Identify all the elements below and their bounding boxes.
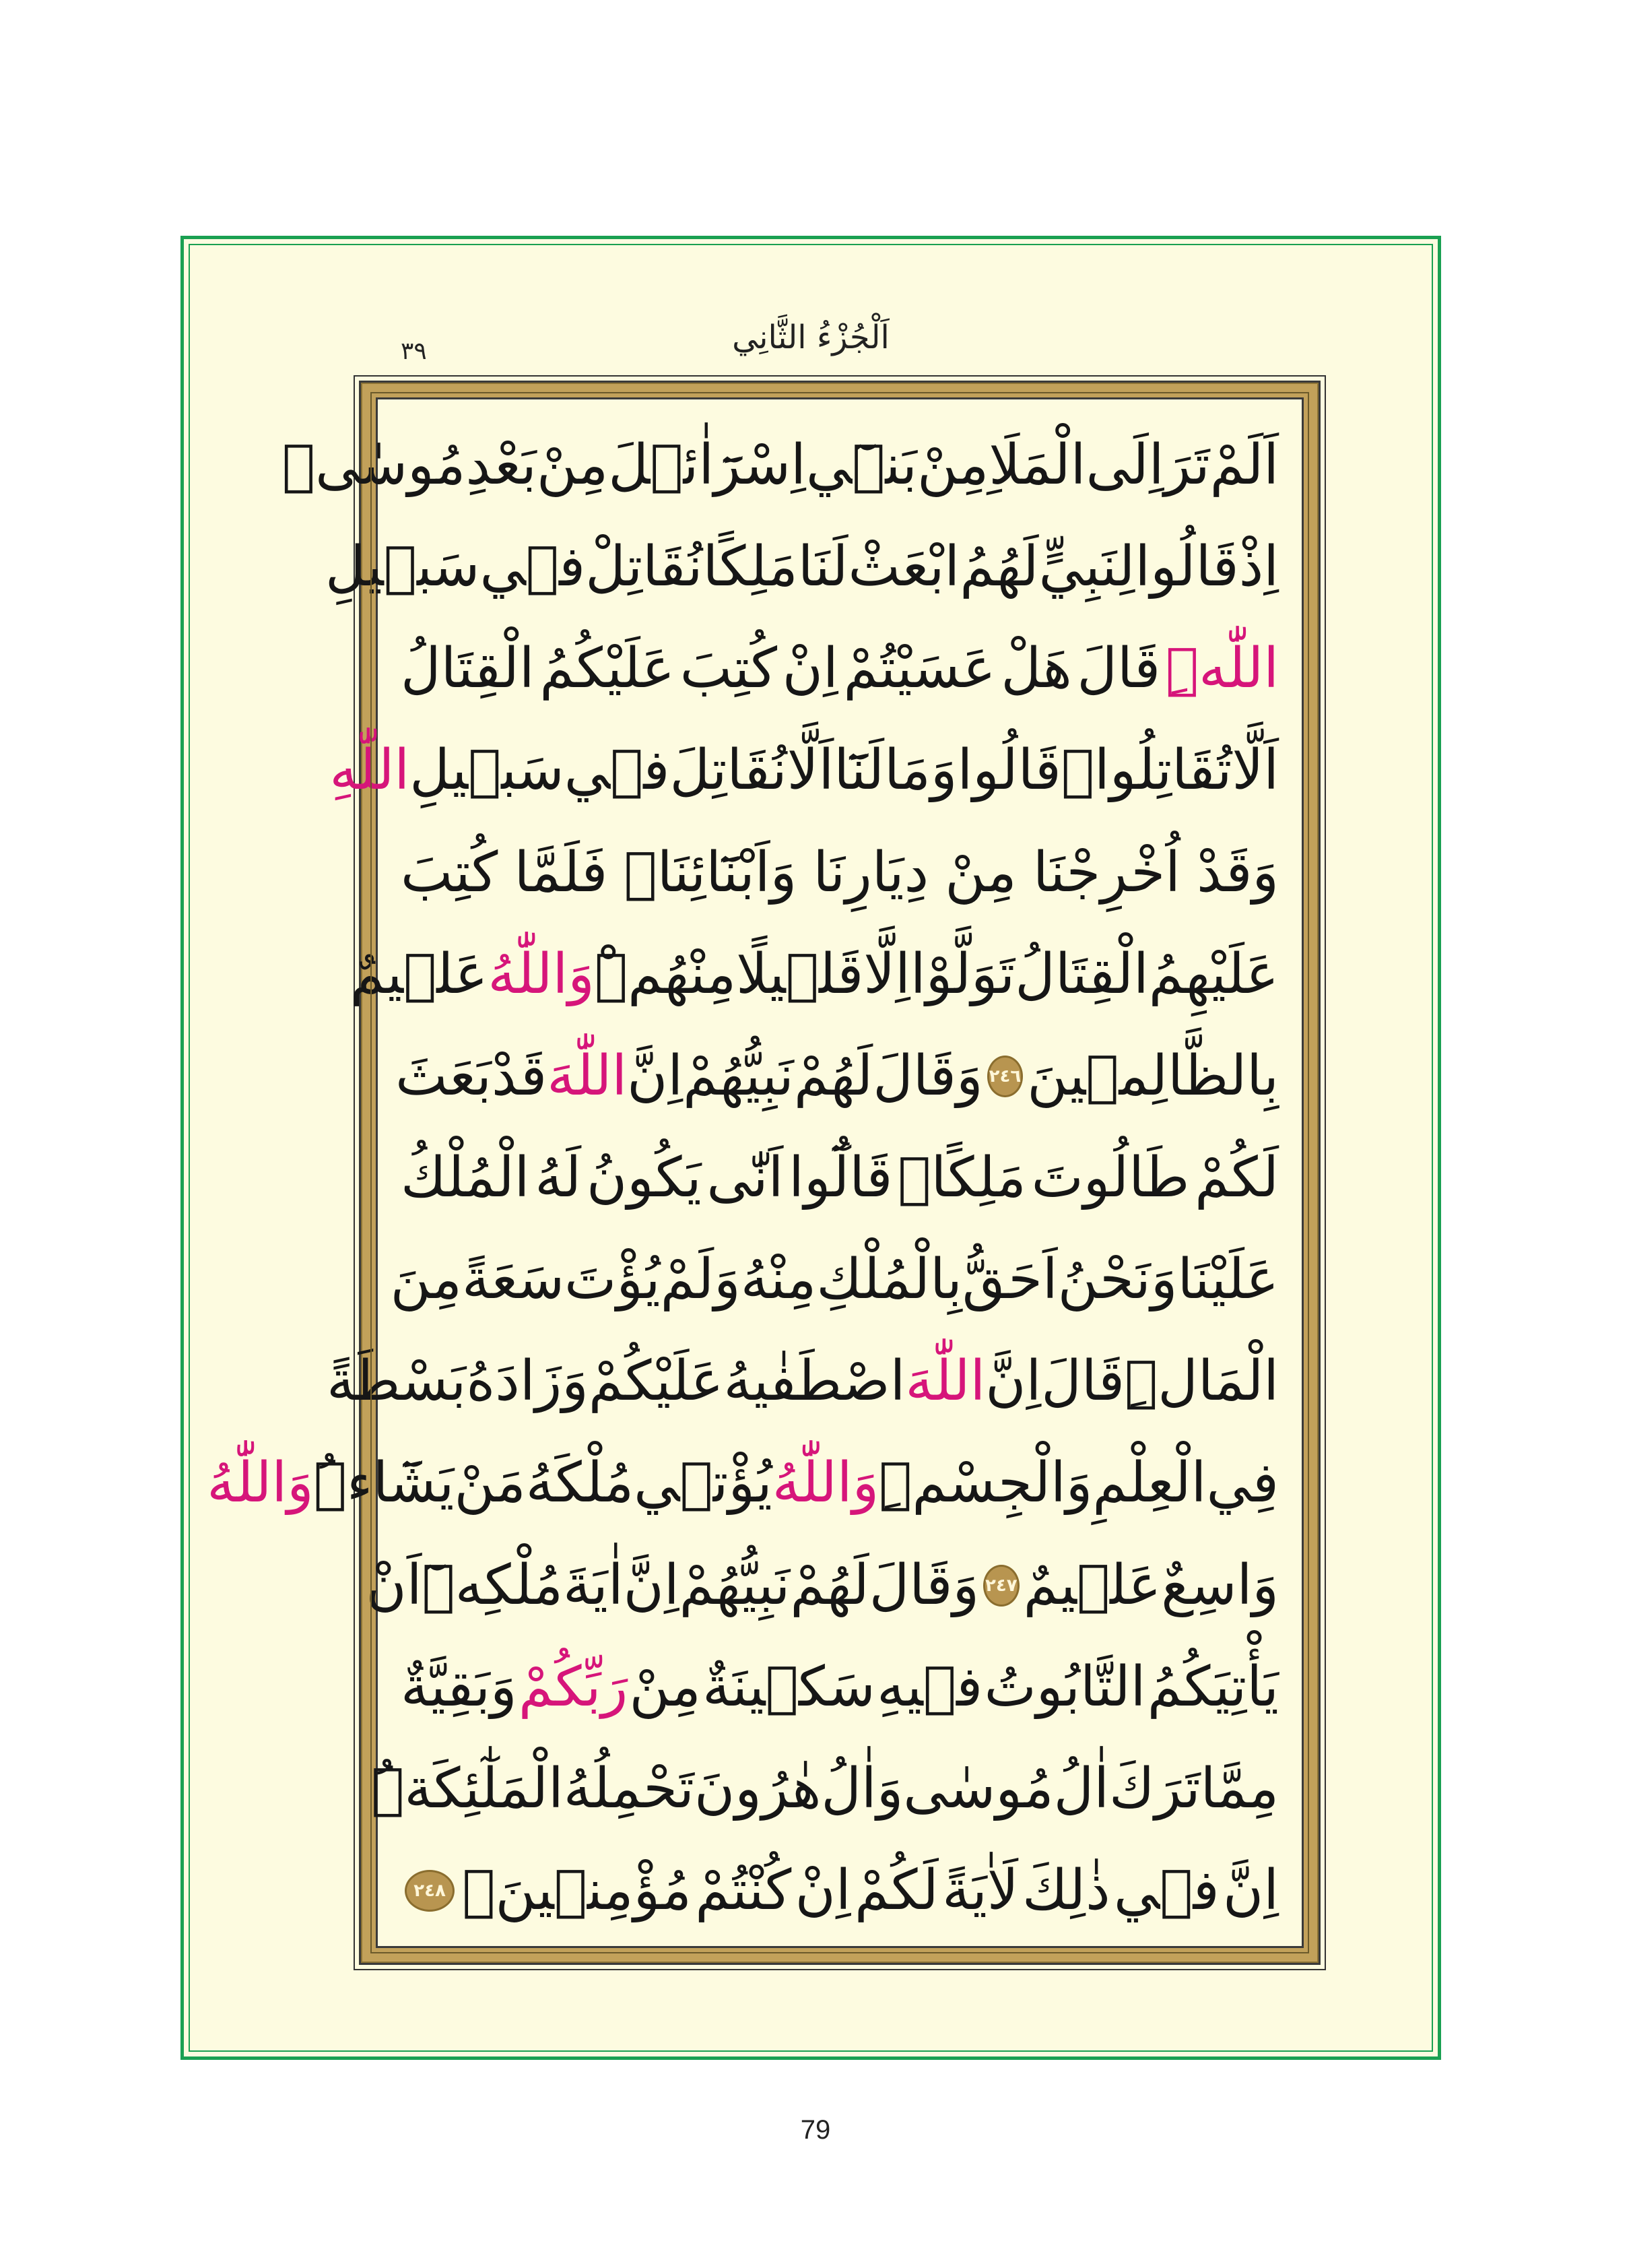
verse-line xyxy=(401,831,1279,915)
verse-word: عَلٖيمٌ xyxy=(350,942,488,1006)
verse-word: سَكٖينَةٌ xyxy=(702,1654,875,1719)
divine-name-word: وَاللّٰهُ xyxy=(207,1451,314,1516)
divine-name-word: اللّٰهَ xyxy=(905,1349,986,1414)
verse-word: عَلَيْنَا xyxy=(1177,1248,1279,1312)
verse-word: مَلِكًاۜ xyxy=(898,1145,1026,1210)
verse-word: الْقِتَالُ xyxy=(1015,942,1149,1006)
verse-word: تَحْمِلُهُ xyxy=(563,1756,695,1821)
verse-word: لِنَبِيٍّ xyxy=(1038,535,1135,600)
verse-word: مِنْ xyxy=(629,1654,701,1719)
ayah-number-marker: ٢٤٨ xyxy=(405,1870,455,1912)
verse-word: اِنَّ xyxy=(985,1349,1042,1414)
verse-word: نُقَاتِلْ xyxy=(585,535,703,600)
verse-word: مِمَّا xyxy=(1200,1756,1279,1821)
verse-word: وَالْجِسْمِۜ xyxy=(879,1451,1093,1516)
verse-word: مِنْهُمْۜ xyxy=(594,942,737,1006)
verse-word: نُقَاتِلَ xyxy=(669,738,787,803)
verse-word: وَقَدْ xyxy=(1197,840,1279,905)
verse-word: اِذْ xyxy=(1238,535,1279,600)
outer-green-frame xyxy=(180,236,1441,2060)
verse-word: مُلْكَهُ xyxy=(525,1451,634,1516)
verse-word: ذٰلِكَ xyxy=(1022,1858,1110,1922)
verse-word: لَهُمْ xyxy=(790,1553,869,1617)
verse-word: قَالَ xyxy=(1077,637,1161,701)
verse-word: اَنّٰى xyxy=(706,1145,784,1210)
verse-word: لَاٰيَةً xyxy=(942,1858,1019,1922)
verse-line xyxy=(401,1646,1279,1729)
verse-line xyxy=(390,1238,1279,1322)
verse-word: اَلَّا xyxy=(787,738,834,803)
verse-word: قَلٖيلًا xyxy=(736,942,864,1006)
verse-word: كُتِبَ xyxy=(401,840,498,905)
verse-word: اِنَّ xyxy=(623,1553,679,1617)
verse-word: بَنٖٓي xyxy=(805,433,917,497)
verse-word: يُؤْتٖي xyxy=(634,1451,772,1516)
verse-word: مِنْ xyxy=(536,433,609,497)
verse-word: نَبِيُّهُمْ xyxy=(683,1043,794,1108)
verse-word: مِنْ xyxy=(917,433,989,497)
verse-word: لَنَا xyxy=(797,535,848,600)
verse-word: اِنْ xyxy=(782,637,838,701)
verse-word: اَلَّا xyxy=(1232,738,1279,803)
verse-line xyxy=(366,1544,1279,1627)
verse-word: قَالُوا xyxy=(1135,535,1239,600)
verse-word: تَوَلَّوْا xyxy=(910,942,1016,1006)
verse-word: اِنْ xyxy=(795,1858,851,1922)
verse-word: بِالظَّالِمٖينَ xyxy=(1027,1043,1279,1108)
verse-word: تَرَكَ xyxy=(1109,1756,1201,1821)
verse-line xyxy=(207,1441,1279,1525)
verse-word: وَبَقِيَّةٌ xyxy=(401,1654,517,1719)
verse-word: مِنْهُ xyxy=(740,1248,817,1312)
verse-word: وَقَالَ xyxy=(873,1043,983,1108)
verse-word: قَالَ xyxy=(1041,1349,1125,1414)
verse-line xyxy=(395,1035,1279,1118)
divine-name-word: اللّٰهِۜ xyxy=(1165,637,1279,701)
verse-word: عَلَيْكُمْ xyxy=(588,1349,724,1414)
verse-word: اِسْرَٓاٰئٖلَ xyxy=(608,433,806,497)
verse-word: عَسَيْتُمْ xyxy=(843,637,996,701)
verse-word: نَبِيُّهُمْ xyxy=(679,1553,791,1617)
verse-word: الْقِتَالُ xyxy=(401,637,535,701)
verse-word: لَكُمْ xyxy=(854,1858,939,1922)
divine-name-word: وَاللّٰهُ xyxy=(488,942,595,1006)
verse-word: اِلَّا xyxy=(863,942,910,1006)
verse-word: يَأْتِيَكُمُ xyxy=(1147,1654,1279,1719)
verse-word: لَكُمْ xyxy=(1195,1145,1279,1210)
verse-line xyxy=(401,1136,1279,1220)
verse-word: اٰيَةَ xyxy=(563,1553,624,1617)
verse-word: قَدْ xyxy=(492,1043,547,1108)
ayah-number-marker: ٢٤٦ xyxy=(987,1056,1024,1097)
verse-word: هَلْ xyxy=(1001,637,1072,701)
verse-word: وَاسِعٌ xyxy=(1161,1553,1279,1617)
verse-line xyxy=(327,1340,1279,1423)
juz-title: اَلْجُزْءُ الثَّانِي xyxy=(732,319,890,356)
verse-word: اٰلُ xyxy=(1053,1756,1110,1821)
verse-word: وَاٰلُ xyxy=(821,1756,904,1821)
verse-word: مُوسٰى xyxy=(903,1756,1054,1821)
page-number: 79 xyxy=(800,2115,831,2145)
verse-line xyxy=(401,1849,1279,1933)
verse-word: سَبٖيلِ xyxy=(325,535,480,600)
verse-word: بَعَثَ xyxy=(395,1043,492,1108)
verse-word: وَنَحْنُ xyxy=(1057,1248,1178,1312)
verse-word: هٰرُونَ xyxy=(694,1756,822,1821)
verse-word: وَزَادَهُ xyxy=(466,1349,589,1414)
text-frame xyxy=(207,375,1326,1970)
verse-word: قَالُوا xyxy=(957,738,1061,803)
verse-word: مُؤْمِنٖينَ۟ xyxy=(462,1858,692,1922)
verse-word: سَبٖيلِ xyxy=(409,738,564,803)
verse-word: اِنَّ xyxy=(627,1043,684,1108)
verse-word: تَرَ xyxy=(1164,433,1210,497)
verse-word: اِلَى xyxy=(1086,433,1164,497)
verse-word: مَلِكًا xyxy=(702,535,798,600)
verse-word: مُلْكِهٖٓ xyxy=(422,1553,564,1617)
ayah-number-marker: ٢٤٧ xyxy=(983,1565,1020,1607)
verse-word: لَنَٓا xyxy=(834,738,884,803)
verse-word: وَاَبْنَٓائِنَاۜ xyxy=(624,840,797,905)
divine-name-word: رَبِّكُمْ xyxy=(518,1654,628,1719)
verse-word: فٖيهِ xyxy=(877,1654,983,1719)
verse-word: بَعْدِ xyxy=(465,433,537,497)
verse-word: الْمَلٰٓئِكَةُۜ xyxy=(371,1756,564,1821)
verse-word: الْعِلْمِ xyxy=(1092,1451,1207,1516)
divine-name-word: اللّٰهَ xyxy=(547,1043,628,1108)
verse-line xyxy=(325,525,1279,609)
verse-line xyxy=(350,933,1279,1016)
verse-text-area xyxy=(207,397,1304,1948)
verse-word: دِيَارِنَا xyxy=(813,840,929,905)
verse-word: سَعَةً xyxy=(461,1248,565,1312)
verse-word: قَالُٓوا xyxy=(789,1145,893,1210)
gold-border xyxy=(207,381,1321,1965)
verse-word: لَهُمُ xyxy=(960,535,1039,600)
verse-word: مِنْ xyxy=(945,840,1017,905)
verse-word: التَّابُوتُ xyxy=(984,1654,1146,1719)
verse-word: عَلٖيمٌ xyxy=(1023,1553,1162,1617)
verse-word: وَقَالَ xyxy=(869,1553,980,1617)
divine-name-word: وَاللّٰهُ xyxy=(772,1451,879,1516)
verse-word: اصْطَفٰيهُ xyxy=(723,1349,906,1414)
verse-word: الْمَلَاِ xyxy=(989,433,1086,497)
verse-word: اُخْرِجْنَا xyxy=(1032,840,1180,905)
verse-word: اَنْ xyxy=(366,1553,422,1617)
verse-line xyxy=(281,424,1279,507)
divine-name-word: اللّٰهِ xyxy=(329,738,410,803)
verse-word: ابْعَثْ xyxy=(848,535,960,600)
verse-word: فِي xyxy=(1206,1451,1279,1516)
verse-line xyxy=(329,729,1279,812)
verse-word: يَكُونُ xyxy=(586,1145,702,1210)
verse-word: اِنَّ xyxy=(1222,1858,1279,1922)
verse-word: كُنْتُمْ xyxy=(695,1858,792,1922)
sheet-number: ٣٩ xyxy=(401,337,427,365)
verse-word: عَلَيْهِمُ xyxy=(1148,942,1279,1006)
verse-word: مُوسٰىۢ xyxy=(281,433,466,497)
verse-word: وَلَمْ xyxy=(660,1248,741,1312)
verse-word: لَهُ xyxy=(535,1145,582,1210)
verse-line xyxy=(371,1747,1279,1831)
verse-word: فٖي xyxy=(564,738,670,803)
verse-word: طَالُوتَ xyxy=(1031,1145,1190,1210)
verse-word: كُتِبَ xyxy=(679,637,778,701)
verse-word: لَهُمْ xyxy=(793,1043,873,1108)
verse-word: يُؤْتَ xyxy=(564,1248,661,1312)
verse-word: فٖي xyxy=(479,535,586,600)
verse-word: الْمُلْكُ xyxy=(401,1145,530,1210)
verse-word: عَلَيْكُمُ xyxy=(539,637,675,701)
verse-word: مَنْ xyxy=(454,1451,526,1516)
verse-word: يَشَٓاءُۜ xyxy=(313,1451,455,1516)
verse-word: فَلَمَّا xyxy=(514,840,608,905)
verse-word: اَحَقُّ xyxy=(962,1248,1058,1312)
verse-word: الْمَالِۜ xyxy=(1125,1349,1279,1414)
verse-word: تُقَاتِلُواۜ xyxy=(1061,738,1232,803)
verse-word: بَسْطَةً xyxy=(327,1349,467,1414)
verse-word: فٖي xyxy=(1113,1858,1220,1922)
verse-word: بِالْمُلْكِ xyxy=(816,1248,962,1312)
verse-line xyxy=(401,627,1279,711)
verse-word: اَلَمْ xyxy=(1209,433,1279,497)
verse-word: وَمَا xyxy=(884,738,958,803)
verse-word: مِنَ xyxy=(390,1248,462,1312)
